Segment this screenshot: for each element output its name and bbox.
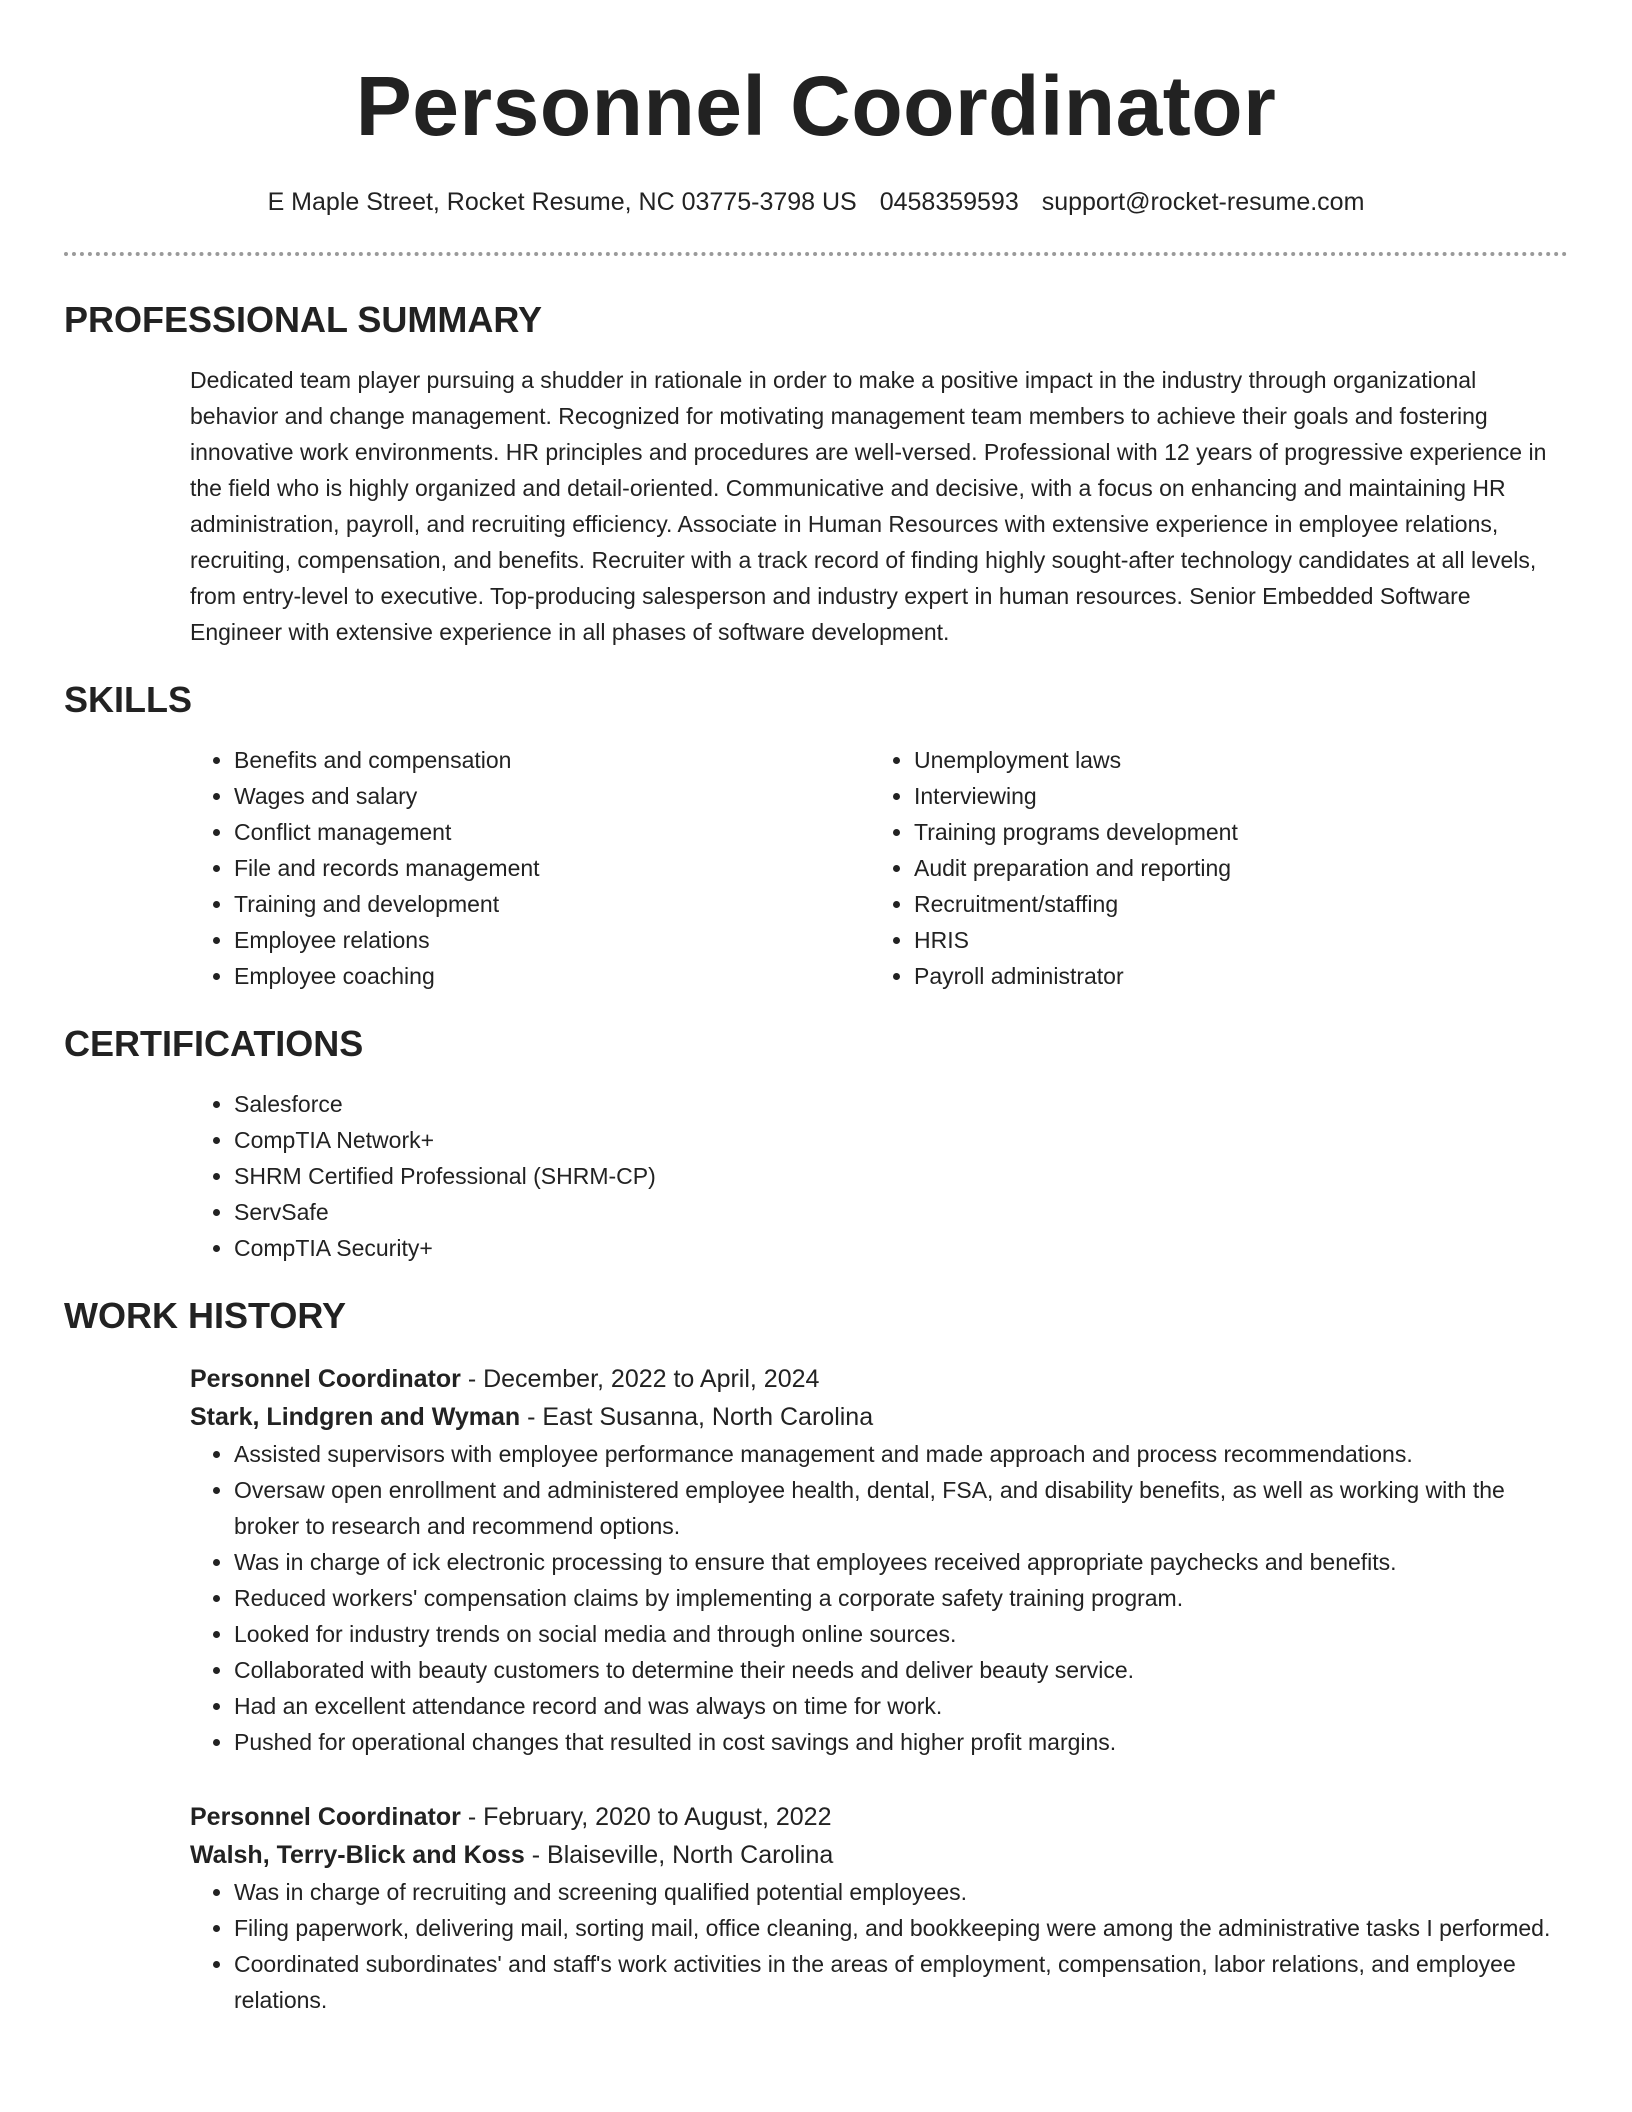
certifications-list	[190, 1086, 1568, 1266]
phone: 0458359593	[879, 188, 1019, 216]
certification-item: • Salesforce	[234, 1086, 1568, 1122]
skill-item: • Training and development	[234, 886, 870, 922]
skill-item: • Payroll administrator	[914, 958, 1550, 994]
certifications-heading: CERTIFICATIONS	[64, 1023, 364, 1064]
job-duty: • Coordinated subordinates' and staff's work activities in the areas of employment, compensation, labor relations, and employee relations.	[234, 1946, 1568, 2018]
job-entry	[190, 1360, 1568, 1760]
job-location: - Blaiseville, North Carolina	[524, 1841, 834, 1869]
job-duties	[190, 1436, 1568, 1760]
job-duty: • Collaborated with beauty customers to determine their needs and deliver beauty service.	[234, 1652, 1568, 1688]
email: support@rocket-resume.com	[1041, 188, 1365, 216]
job-title-line	[190, 1360, 1568, 1398]
skill-item: • Wages and salary	[234, 778, 870, 814]
job-duties	[190, 1874, 1568, 2018]
address: E Maple Street, Rocket Resume, NC 03775-3798 US	[267, 188, 857, 216]
job-entry	[190, 1798, 1568, 2018]
work-history-heading: WORK HISTORY	[64, 1295, 347, 1336]
job-duty: • Was in charge of ick electronic processing to ensure that employees received appropriate paychecks and benefits.	[234, 1544, 1568, 1580]
job-duty: • Looked for industry trends on social media and through online sources.	[234, 1616, 1568, 1652]
job-duty: • Reduced workers' compensation claims by implementing a corporate safety training program.	[234, 1580, 1568, 1616]
job-duty: • Oversaw open enrollment and administered employee health, dental, FSA, and disability benefits, as well as working with the broker to research and recommend options.	[234, 1472, 1568, 1544]
job-title-line	[190, 1798, 1568, 1836]
certification-item: • CompTIA Security+	[234, 1230, 1568, 1266]
summary-text: Dedicated team player pursuing a shudder in rationale in order to make a positive impact in the industry through organizational behavior and change management. Recognized for motivating management team members to achieve their goals and fostering innovative work environments. HR principles and procedures are well-versed. Professional with 12 years of progressive experience in the field who is highly organized and detail-oriented. Communicative and decisive, with a focus on enhancing and maintaining HR administration, payroll, and recruiting efficiency. Associate in Human Resources with extensive experience in employee relations, recruiting, compensation, and benefits. Recruiter with a track record of finding highly sought-after technology candidates at all levels, from entry-level to executive. Top-producing salesperson and industry expert in human resources. Senior Embedded Software Engineer with extensive experience in all phases of software development.	[190, 367, 1547, 645]
work-history-section	[64, 1294, 1568, 2018]
job-location: - East Susanna, North Carolina	[520, 1403, 874, 1431]
contact-line	[64, 186, 1568, 218]
job-company-line	[190, 1398, 1568, 1436]
skill-item: • Audit preparation and reporting	[914, 850, 1550, 886]
job-duty: • Assisted supervisors with employee performance management and made approach and process recommendations.	[234, 1436, 1568, 1472]
resume-page	[64, 0, 1568, 2018]
skill-item: • Conflict management	[234, 814, 870, 850]
skills-section	[64, 678, 1568, 994]
certification-item: • ServSafe	[234, 1194, 1568, 1230]
certifications-section	[64, 1022, 1568, 1266]
job-role: Personnel Coordinator	[190, 1365, 461, 1393]
skills-heading: SKILLS	[64, 679, 193, 720]
skill-item: • Interviewing	[914, 778, 1550, 814]
skills-column-right	[870, 742, 1550, 994]
job-role: Personnel Coordinator	[190, 1803, 461, 1831]
skill-item: • Unemployment laws	[914, 742, 1550, 778]
skill-item: • Benefits and compensation	[234, 742, 870, 778]
skill-item: • Training programs development	[914, 814, 1550, 850]
job-duty: • Pushed for operational changes that resulted in cost savings and higher profit margins.	[234, 1724, 1568, 1760]
job-dates: - December, 2022 to April, 2024	[460, 1365, 820, 1393]
job-company: Walsh, Terry-Blick and Koss	[190, 1841, 525, 1869]
job-dates: - February, 2020 to August, 2022	[460, 1803, 832, 1831]
job-duty: • Had an excellent attendance record and was always on time for work.	[234, 1688, 1568, 1724]
job-company-line	[190, 1836, 1568, 1874]
skill-item: • Employee coaching	[234, 958, 870, 994]
skill-item: • HRIS	[914, 922, 1550, 958]
skill-item: • Recruitment/staffing	[914, 886, 1550, 922]
skills-grid	[190, 742, 1568, 994]
summary-section	[64, 298, 1568, 650]
summary-heading: PROFESSIONAL SUMMARY	[64, 299, 543, 340]
skill-item: • Employee relations	[234, 922, 870, 958]
header-divider	[64, 252, 1568, 256]
skills-column-left	[190, 742, 870, 994]
skill-item: • File and records management	[234, 850, 870, 886]
job-company: Stark, Lindgren and Wyman	[190, 1403, 521, 1431]
job-duty: • Filing paperwork, delivering mail, sorting mail, office cleaning, and bookkeeping were among the administrative tasks I performed.	[234, 1910, 1568, 1946]
certification-item: • SHRM Certified Professional (SHRM-CP)	[234, 1158, 1568, 1194]
certification-item: • CompTIA Network+	[234, 1122, 1568, 1158]
job-duty: • Was in charge of recruiting and screening qualified potential employees.	[234, 1874, 1568, 1910]
candidate-name: Personnel Coordinator	[355, 59, 1277, 153]
